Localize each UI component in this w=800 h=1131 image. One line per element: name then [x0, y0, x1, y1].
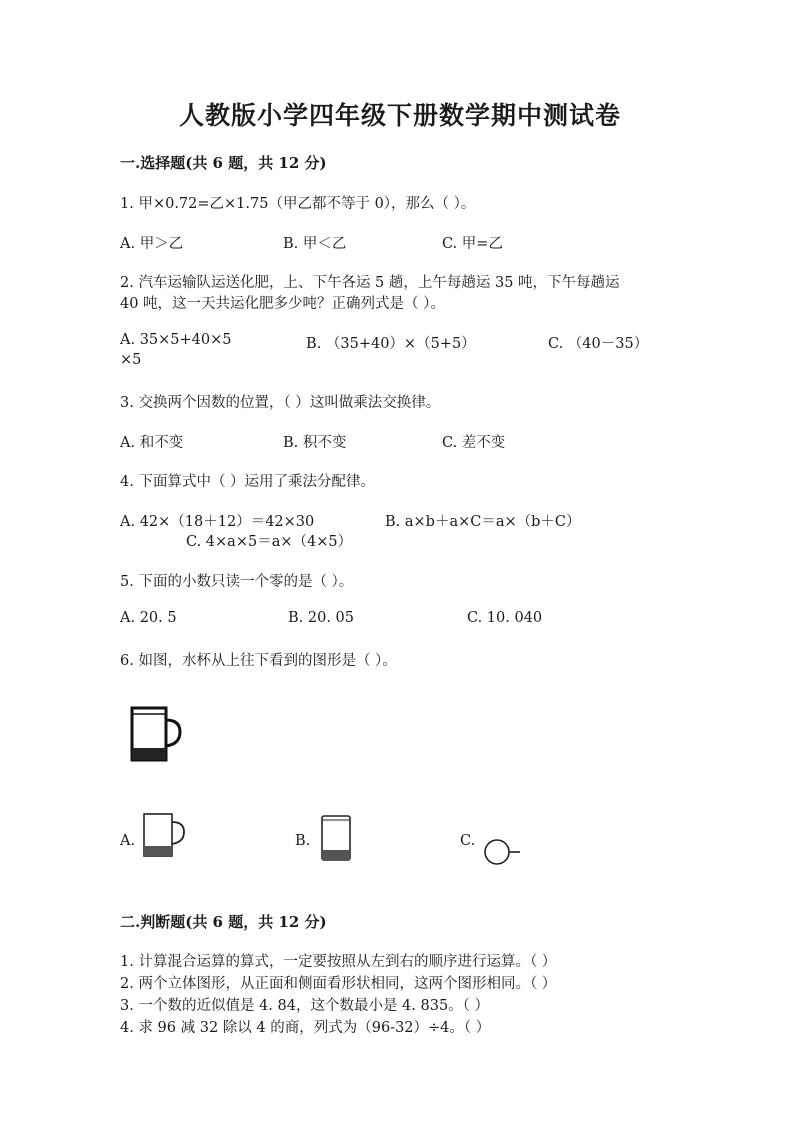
question-3: 3. 交换两个因数的位置，（ ）这叫做乘法交换律。	[120, 395, 441, 411]
q1-option-a: A. 甲＞乙	[120, 236, 184, 252]
q6-option-c: C.	[460, 833, 476, 849]
judgement-item-1: 1. 计算混合运算的算式，一定要按照从左到右的顺序进行运算。（ ）	[120, 954, 557, 970]
q6-option-a: A.	[120, 833, 136, 849]
question-6: 6. 如图，水杯从上往下看到的图形是（ ）。	[120, 653, 397, 669]
question-4: 4. 下面算式中（ ）运用了乘法分配律。	[120, 474, 376, 490]
question-2-line-1: 2. 汽车运输队运送化肥，上、下午各运 5 趟，上午每趟运 35 吨，下午每趟运	[120, 275, 620, 291]
judgement-item-3: 3. 一个数的近似值是 4. 84，这个数最小是 4. 835。（ ）	[120, 998, 490, 1014]
q2-option-c: C. （40－35）	[548, 336, 649, 352]
question-5: 5. 下面的小数只读一个零的是（ ）。	[120, 574, 354, 590]
q2-option-c-wrap: ×5	[120, 352, 142, 368]
cylinder-view-icon	[318, 812, 354, 864]
q4-option-a: A. 42×（18＋12）＝42×30	[120, 514, 315, 530]
q3-option-a: A. 和不变	[120, 435, 184, 451]
q1-option-c: C. 甲=乙	[442, 236, 503, 252]
page-title: 人教版小学四年级下册数学期中测试卷	[178, 101, 621, 130]
mug-figure	[124, 700, 184, 766]
q3-option-b: B. 积不变	[283, 435, 347, 451]
mug-side-view-icon	[140, 808, 188, 860]
question-2-line-2: 40 吨，这一天共运化肥多少吨？正确列式是（ ）。	[120, 296, 445, 312]
q6-option-b: B.	[295, 833, 311, 849]
section-heading-judgement: 二.判断题(共 6 题，共 12 分)	[120, 913, 327, 931]
q4-option-c: C. 4×a×5＝a×（4×5）	[186, 534, 353, 550]
judgement-item-4: 4. 求 96 减 32 除以 4 的商，列式为（96-32）÷4。（ ）	[120, 1020, 491, 1036]
section-heading-choice: 一.选择题(共 6 题，共 12 分)	[120, 154, 327, 172]
judgement-item-2: 2. 两个立体图形，从正面和侧面看形状相同，这两个图形相同。（ ）	[120, 976, 557, 992]
mug-top-view-icon	[480, 836, 524, 868]
question-1: 1. 甲×0.72=乙×1.75（甲乙都不等于 0），那么（ ）。	[120, 196, 476, 212]
q3-option-c: C. 差不变	[442, 435, 506, 451]
q2-option-a: A. 35×5+40×5	[120, 332, 232, 348]
q5-option-a: A. 20. 5	[120, 610, 177, 626]
q5-option-b: B. 20. 05	[288, 610, 354, 626]
q5-option-c: C. 10. 040	[467, 610, 543, 626]
q2-option-b: B. （35+40）×（5+5）	[306, 336, 476, 352]
q4-option-b: B. a×b＋a×C＝a×（b＋C）	[385, 514, 581, 530]
q1-option-b: B. 甲＜乙	[283, 236, 347, 252]
